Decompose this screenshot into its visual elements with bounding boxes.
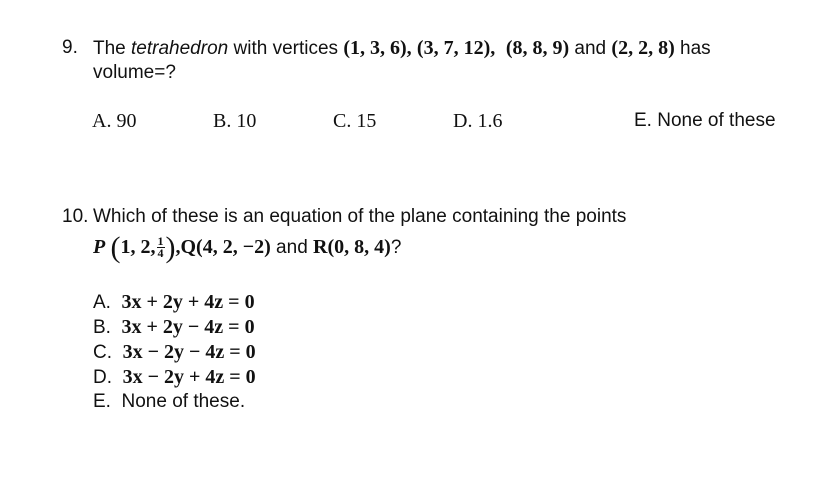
q10-choice-c <box>93 340 256 365</box>
question-10-line-1: Which of these is an equation of the plane containing the points <box>93 206 627 227</box>
question-10-line-2 <box>93 232 401 263</box>
q10-point-p-coords: 1, 2, <box>120 236 156 258</box>
q9-and: and <box>569 38 612 59</box>
q9-vertex-1: (1, 3, 6), <box>343 37 412 59</box>
q10-and: and <box>270 237 314 258</box>
question-9-number: 9. <box>62 37 78 58</box>
q9-vertex-2: (3, 7, 12), <box>416 37 496 59</box>
q9-has: has <box>674 38 711 59</box>
q9-choice-e: E. None of these <box>634 110 776 131</box>
q10-choice-c-equation: 3x − 2y − 4z = 0 <box>122 341 256 363</box>
q9-choice-b: B. 10 <box>213 110 257 132</box>
q10-choice-d-letter: D. <box>93 367 112 388</box>
q10-choice-e-letter: E. <box>93 391 111 412</box>
question-10-number: 10. <box>62 206 89 227</box>
q9-choice-a: A. 90 <box>92 110 137 132</box>
q9-tetrahedron-word: tetrahedron <box>131 38 229 59</box>
q10-choice-b-equation: 3x + 2y − 4z = 0 <box>121 316 255 338</box>
q9-choice-c: C. 15 <box>333 110 377 132</box>
q10-fraction-denominator: 4 <box>157 246 164 261</box>
q10-paren-close: ) <box>165 231 176 264</box>
q10-question-mark: ? <box>390 237 402 258</box>
q9-text-b: with vertices <box>228 38 344 59</box>
q10-choice-d-equation: 3x − 2y + 4z = 0 <box>122 366 256 388</box>
q10-choice-e-text: None of these. <box>121 391 246 412</box>
q10-choice-e <box>93 390 245 414</box>
q10-choice-a <box>93 290 255 315</box>
q10-fraction <box>157 236 165 259</box>
q10-point-r: R(0, 8, 4) <box>313 236 391 258</box>
q9-vertex-4: (2, 2, 8) <box>611 37 675 59</box>
q9-choice-d: D. 1.6 <box>453 110 503 132</box>
q10-point-p-label: P <box>93 236 106 258</box>
q10-choice-a-letter: A. <box>93 292 111 313</box>
q10-choice-c-letter: C. <box>93 342 112 363</box>
q10-paren-open: ( <box>110 231 121 264</box>
question-9-line-2: volume=? <box>93 62 176 83</box>
q10-point-q: Q(4, 2, −2) <box>180 236 271 258</box>
q10-choice-a-equation: 3x + 2y + 4z = 0 <box>121 291 255 313</box>
q9-vertex-3: (8, 8, 9) <box>505 37 570 59</box>
q10-fraction-numerator: 1 <box>157 234 164 249</box>
q10-choice-b <box>93 315 255 340</box>
q10-choice-b-letter: B. <box>93 317 111 338</box>
q10-choice-d <box>93 365 256 390</box>
question-9-line-1 <box>93 36 711 61</box>
q9-text-a: The <box>93 38 132 59</box>
q10-comma: , <box>175 236 181 258</box>
